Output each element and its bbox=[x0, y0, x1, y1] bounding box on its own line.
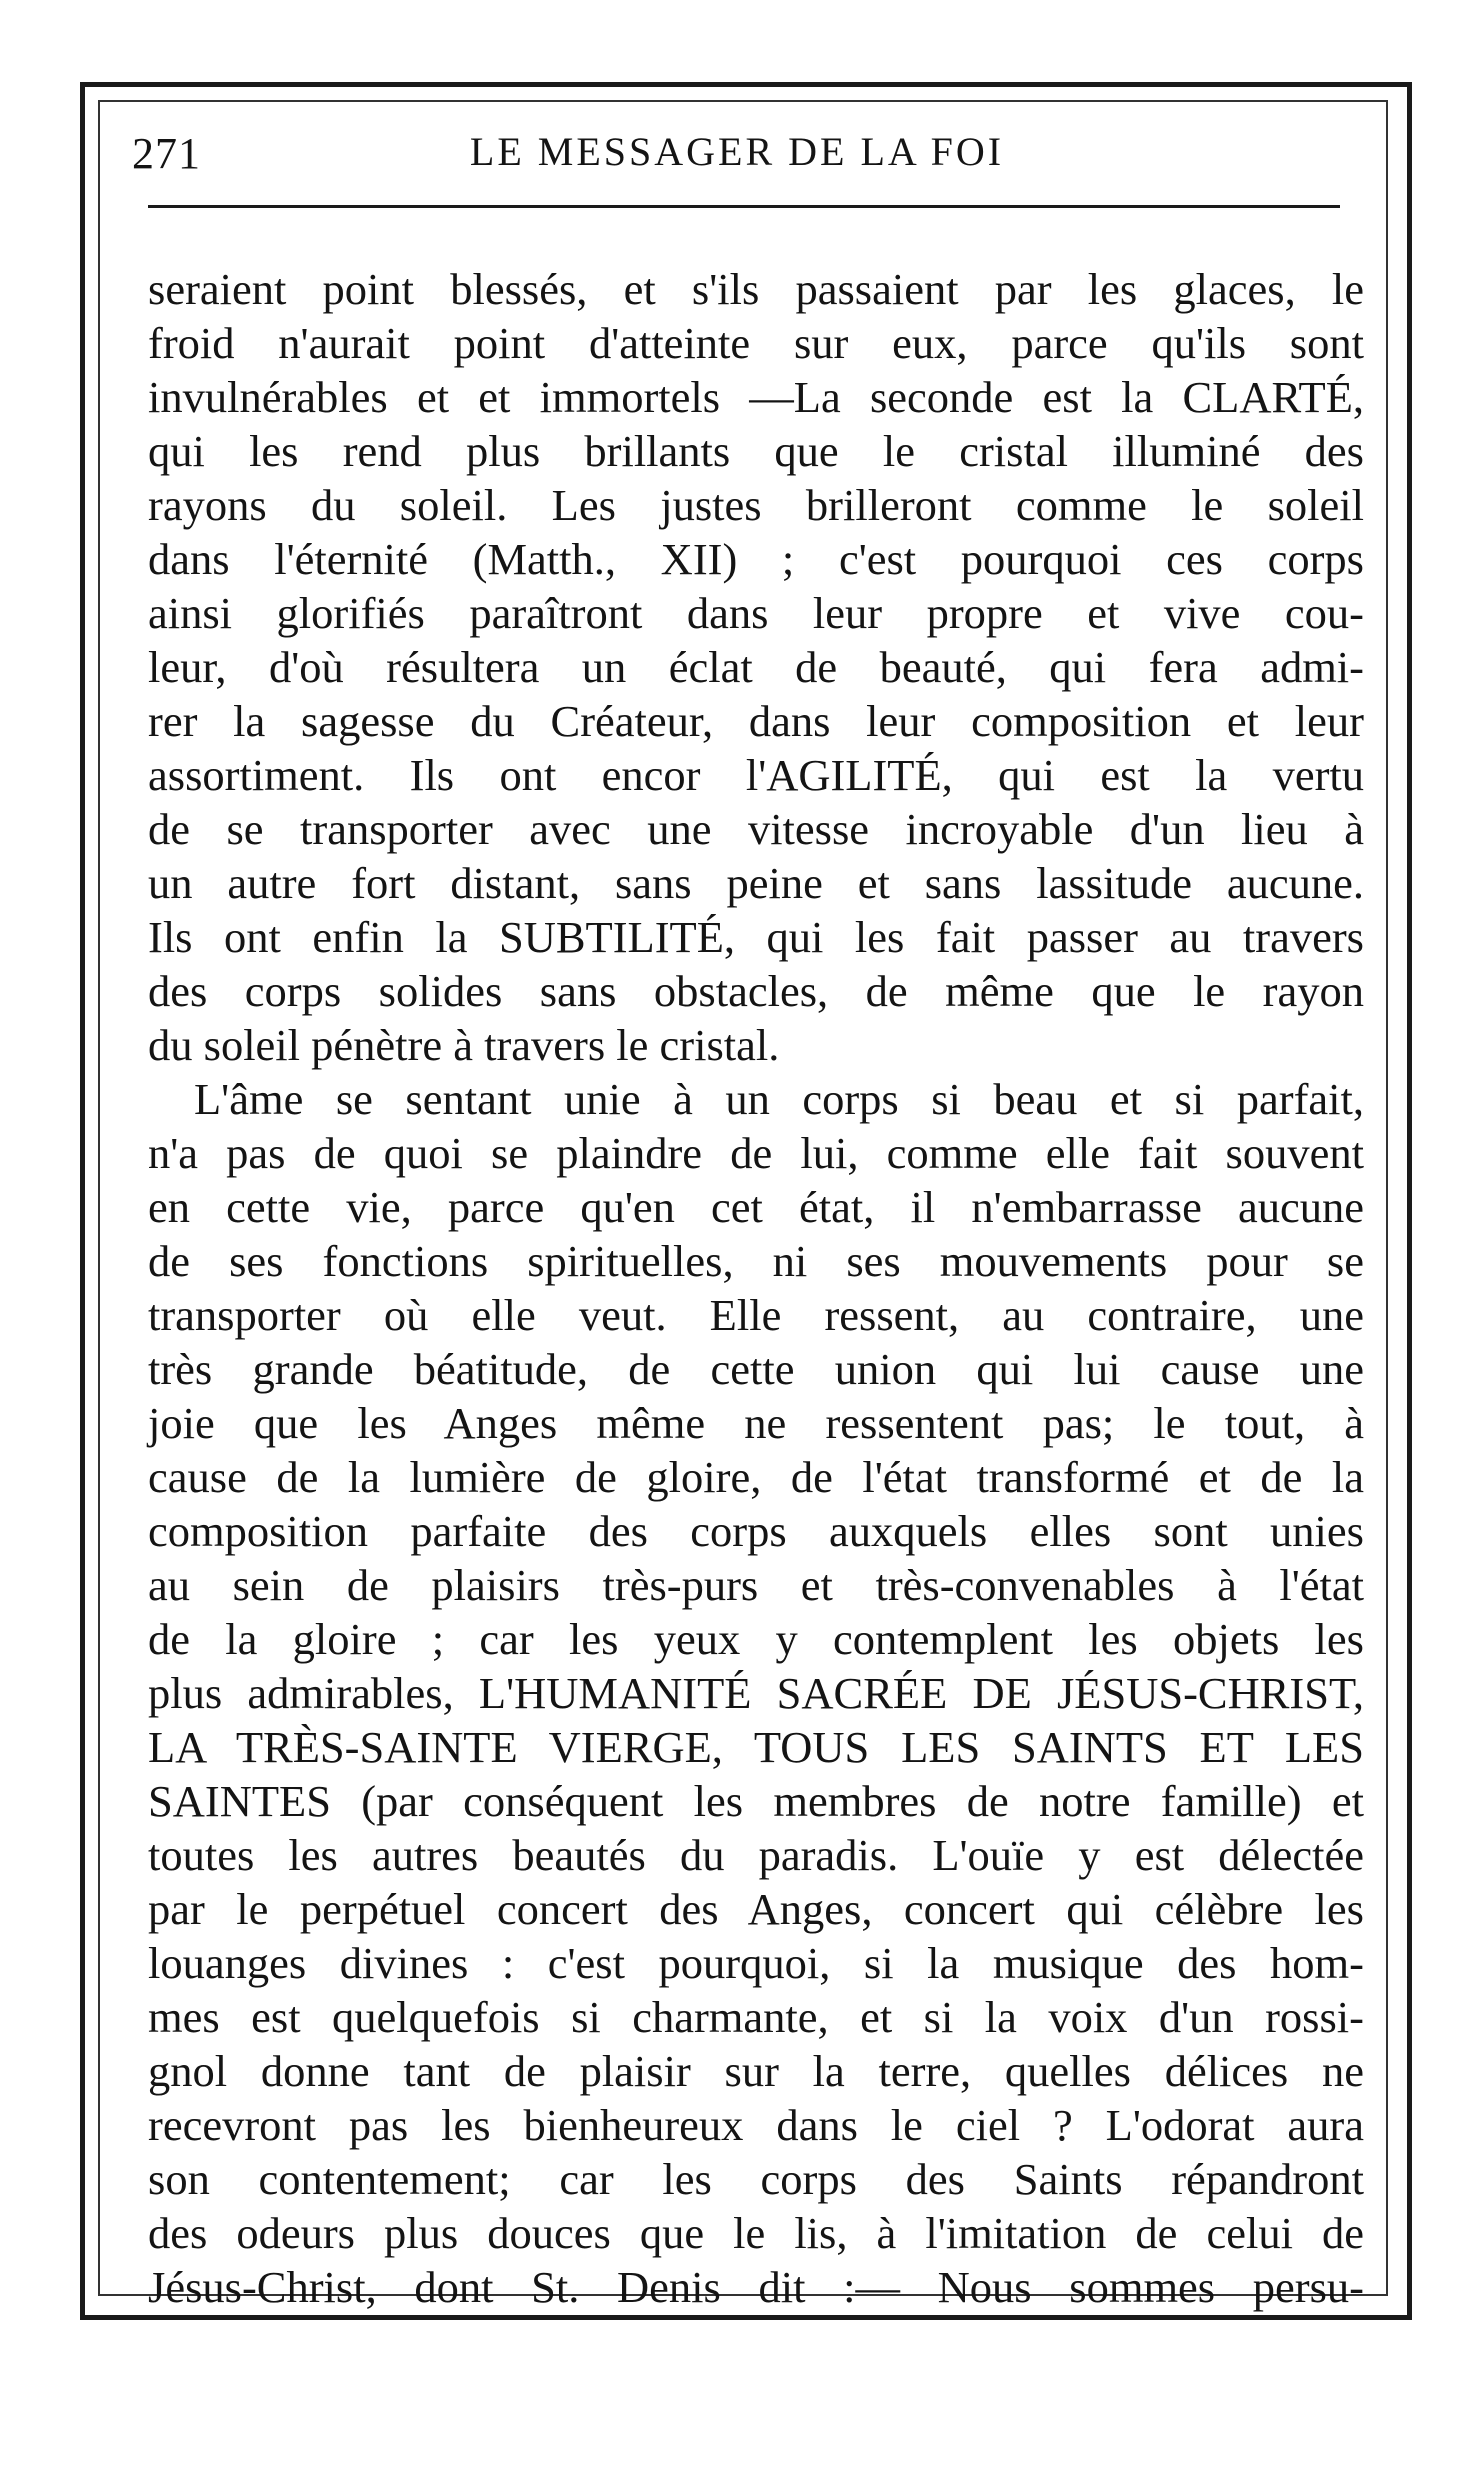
body-text bbox=[148, 262, 1364, 2314]
text-line: joie que les Anges même ne ressentent pas; le tout, à bbox=[148, 1398, 1364, 1448]
text-line: rer la sagesse du Créateur, dans leur composition et leur bbox=[148, 696, 1364, 746]
text-line: seraient point blessés, et s'ils passaient par les glaces, le bbox=[148, 264, 1364, 314]
text-line: SAINTES (par conséquent les membres de notre famille) et bbox=[148, 1776, 1364, 1826]
text-line: transporter où elle veut. Elle ressent, au contraire, une bbox=[148, 1290, 1364, 1340]
text-line: qui les rend plus brillants que le cristal illuminé des bbox=[148, 426, 1364, 476]
running-title: LE MESSAGER DE LA FOI bbox=[469, 129, 1005, 174]
text-line: recevront pas les bienheureux dans le ciel ? L'odorat aura bbox=[148, 2100, 1364, 2150]
text-line: des corps solides sans obstacles, de même que le rayon bbox=[148, 966, 1364, 1016]
text-line: un autre fort distant, sans peine et sans lassitude aucune. bbox=[148, 858, 1364, 908]
text-line: L'âme se sentant unie à un corps si beau et si parfait, bbox=[194, 1074, 1364, 1124]
text-line: plus admirables, L'HUMANITÉ SACRÉE DE JÉSUS-CHRIST, bbox=[148, 1668, 1364, 1718]
text-line: froid n'aurait point d'atteinte sur eux, parce qu'ils sont bbox=[148, 318, 1364, 368]
text-line: LA TRÈS-SAINTE VIERGE, TOUS LES SAINTS ET LES bbox=[148, 1722, 1364, 1772]
page-number: 271 bbox=[132, 129, 201, 178]
text-line: ainsi glorifiés paraîtront dans leur propre et vive cou- bbox=[148, 588, 1364, 638]
text-line: toutes les autres beautés du paradis. L'ouïe y est délectée bbox=[148, 1830, 1364, 1880]
text-line: très grande béatitude, de cette union qui lui cause une bbox=[148, 1344, 1364, 1394]
text-line: gnol donne tant de plaisir sur la terre, quelles délices ne bbox=[148, 2046, 1364, 2096]
text-line: Ils ont enfin la SUBTILITÉ, qui les fait passer au travers bbox=[148, 912, 1364, 962]
text-line: de la gloire ; car les yeux y contemplent les objets les bbox=[148, 1614, 1364, 1664]
header-rule bbox=[148, 205, 1340, 208]
text-line: mes est quelquefois si charmante, et si la voix d'un rossi- bbox=[148, 1992, 1364, 2042]
text-line: de ses fonctions spirituelles, ni ses mouvements pour se bbox=[148, 1236, 1364, 1286]
text-line: composition parfaite des corps auxquels elles sont unies bbox=[148, 1506, 1364, 1556]
text-line: au sein de plaisirs très-purs et très-convenables à l'état bbox=[148, 1560, 1364, 1610]
text-line: de se transporter avec une vitesse incroyable d'un lieu à bbox=[148, 804, 1364, 854]
text-line: en cette vie, parce qu'en cet état, il n'embarrasse aucune bbox=[148, 1182, 1364, 1232]
text-line: Jésus-Christ, dont St. Denis dit :— Nous sommes persu- bbox=[148, 2262, 1364, 2312]
text-line: rayons du soleil. Les justes brilleront comme le soleil bbox=[148, 480, 1364, 530]
text-line: cause de la lumière de gloire, de l'état transformé et de la bbox=[148, 1452, 1364, 1502]
text-line: son contentement; car les corps des Saints répandront bbox=[148, 2154, 1364, 2204]
text-line: des odeurs plus douces que le lis, à l'imitation de celui de bbox=[148, 2208, 1364, 2258]
text-line: invulnérables et et immortels —La seconde est la CLARTÉ, bbox=[148, 372, 1364, 422]
text-line: dans l'éternité (Matth., XII) ; c'est pourquoi ces corps bbox=[148, 534, 1364, 584]
text-line: leur, d'où résultera un éclat de beauté, qui fera admi- bbox=[148, 642, 1364, 692]
page-header bbox=[132, 120, 1342, 190]
text-line: louanges divines : c'est pourquoi, si la musique des hom- bbox=[148, 1938, 1364, 1988]
text-line: n'a pas de quoi se plaindre de lui, comme elle fait souvent bbox=[148, 1128, 1364, 1178]
text-line: du soleil pénètre à travers le cristal. bbox=[148, 1020, 780, 1070]
text-line: par le perpétuel concert des Anges, concert qui célèbre les bbox=[148, 1884, 1364, 1934]
text-line: assortiment. Ils ont encor l'AGILITÉ, qui est la vertu bbox=[148, 750, 1364, 800]
